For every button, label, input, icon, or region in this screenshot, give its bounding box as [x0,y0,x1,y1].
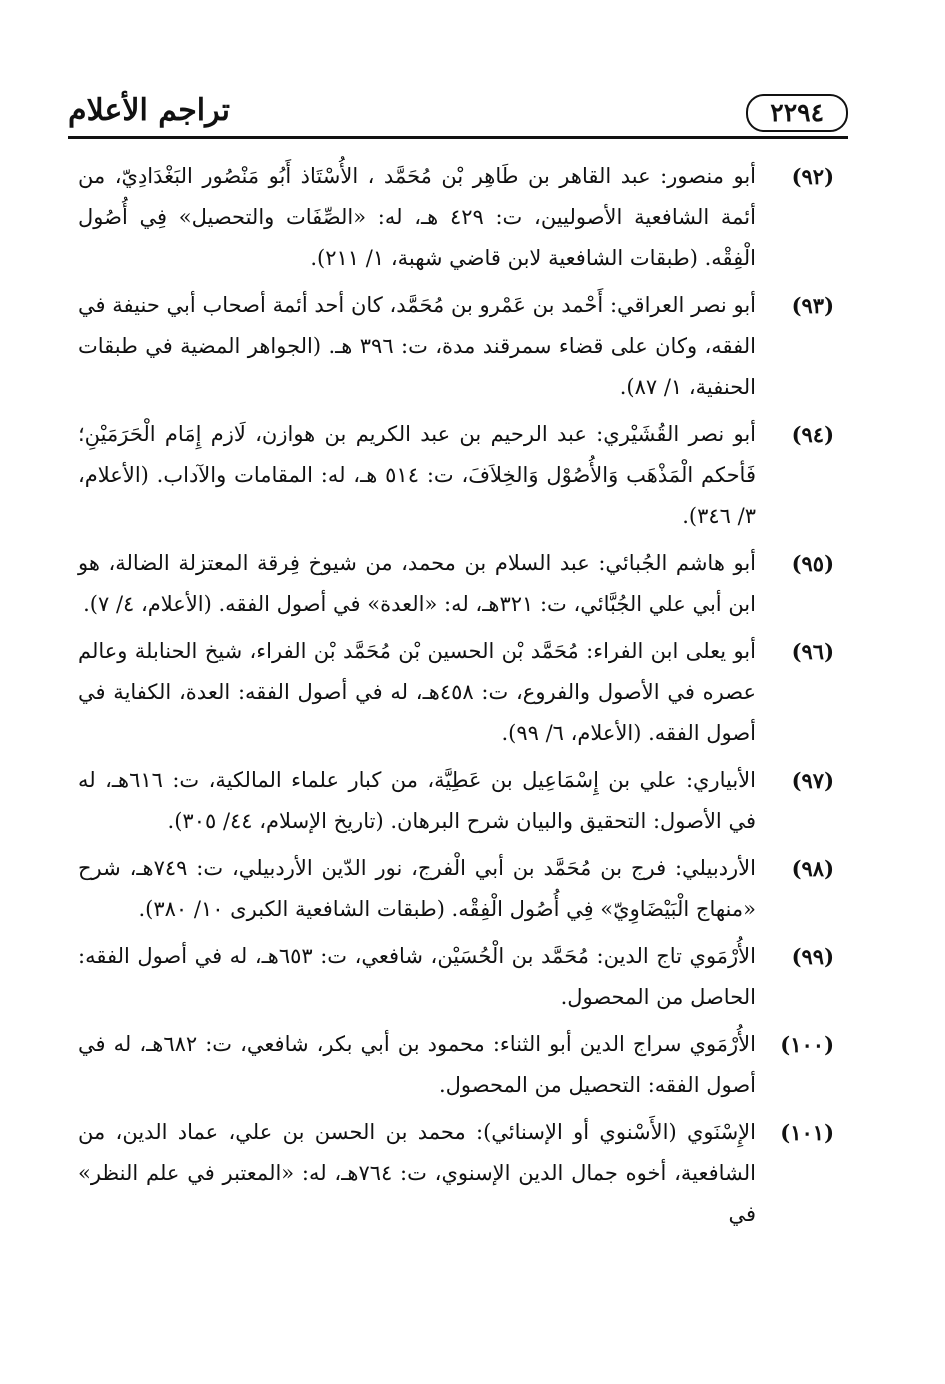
biography-entry [78,848,834,930]
entry-number: (٩٨) [791,856,834,881]
biography-entry [78,1112,834,1235]
entry-number: (٩٦) [791,639,834,664]
entry-text: أبو نصر القُشَيْري: عبد الرحيم بن عبد الكريم بن هوازن، لَازم إِمَام الْحَرَمَيْنِ؛ فَأحكم الْمَذْهَب وَالأُصُوْل وَالخِلاَفَ، ت: ٥١٤ هـ، له: المقامات والآداب. (الأعلام، ٣/ ٣٤٦). [78,422,756,528]
entry-number: (٩٢) [791,164,834,189]
biography-entry [78,543,834,625]
biography-entry [78,414,834,537]
entry-number: (٩٤) [791,422,834,447]
entry-number: (١٠٠) [780,1032,834,1057]
page-header [68,88,848,138]
biography-entry [78,936,834,1018]
running-title: تراجم الأعلام [68,93,231,128]
entry-number: (٩٧) [791,768,834,793]
biography-entry [78,631,834,754]
entry-text: الأبياري: علي بن إِسْمَاعِيل بن عَطِيَّة، من كبار علماء المالكية، ت: ٦١٦هـ، له في الأصول: التحقيق والبيان شرح البرهان. (تاريخ الإسلام، ٤٤/ ٣٠٥). [78,768,756,833]
entry-number: (٩٩) [791,944,834,969]
biography-entry [78,285,834,408]
entry-text: أبو نصر العراقي: أَحْمد بن عَمْرو بن مُحَمَّد، كان أحد أئمة أصحاب أبي حنيفة في الفقه، وكان على قضاء سمرقند مدة، ت: ٣٩٦ هـ. (الجواهر المضية في طبقات الحنفية، ١/ ٨٧). [78,293,757,399]
header-rule [68,136,848,139]
page-number: ٢٢٩٤ [746,94,848,132]
entry-text: الأُرْمَوي سراج الدين أبو الثناء: محمود بن أبي بكر، شافعي، ت: ٦٨٢هـ، له في أصول الفقه: التحصيل من المحصول. [78,1032,756,1097]
entry-text: أبو هاشم الجُبائي: عبد السلام بن محمد، من شيوخ فِرقة المعتزلة الضالة، هو ابن أبي علي الجُبَّائي، ت: ٣٢١هـ، له: «العدة» في أصول الفقه. (الأعلام، ٤/ ٧). [78,551,756,616]
entry-text: الأردبيلي: فرج بن مُحَمَّد بن أبي الْفرج، نور الدّين الأردبيلي، ت: ٧٤٩هـ، شرح «منهاج الْبَيْضَاوِيّ» فِي أُصُول الْفِقْه. (طبقات الشافعية الكبرى ١٠/ ٣٨٠). [78,856,756,921]
entry-number: (١٠١) [780,1120,834,1145]
biography-entry [78,156,834,279]
biography-list [78,156,834,1241]
entry-number: (٩٥) [791,551,834,576]
entry-text: أبو منصور: عبد القاهر بن طَاهِر بْن مُحَمَّد ، الأُسْتَاذ أَبُو مَنْصُور البَغْدَادِيّ، من أئمة الشافعية الأصوليين، ت: ٤٢٩ هـ، له: «الصِّفَات والتحصيل» فِي أُصُول الْفِقْه. (طبقات الشافعية لابن قاضي شهبة، ١/ ٢١١). [78,164,756,270]
entry-text: الأُرْمَوي تاج الدين: مُحَمَّد بن الْحُسَيْن، شافعي، ت: ٦٥٣هـ، له في أصول الفقه: الحاصل من المحصول. [78,944,756,1009]
entry-number: (٩٣) [791,293,834,318]
biography-entry [78,1024,834,1106]
entry-text: أبو يعلى ابن الفراء: مُحَمَّد بْن الحسين بْن مُحَمَّد بْن الفراء، شيخ الحنابلة وعالم عصره في الأصول والفروع، ت: ٤٥٨هـ، له في أصول الفقه: العدة، الكفاية في أصول الفقه. (الأعلام، ٦/ ٩٩). [78,639,756,745]
biography-entry [78,760,834,842]
entry-text: الإِسْنَوي (الأَسْنوي أو الإسنائي): محمد بن الحسن بن علي، عماد الدين، من الشافعية، أخوه جمال الدين الإسنوي، ت: ٧٦٤هـ، له: «المعتبر في علم النظر» في [78,1120,756,1226]
